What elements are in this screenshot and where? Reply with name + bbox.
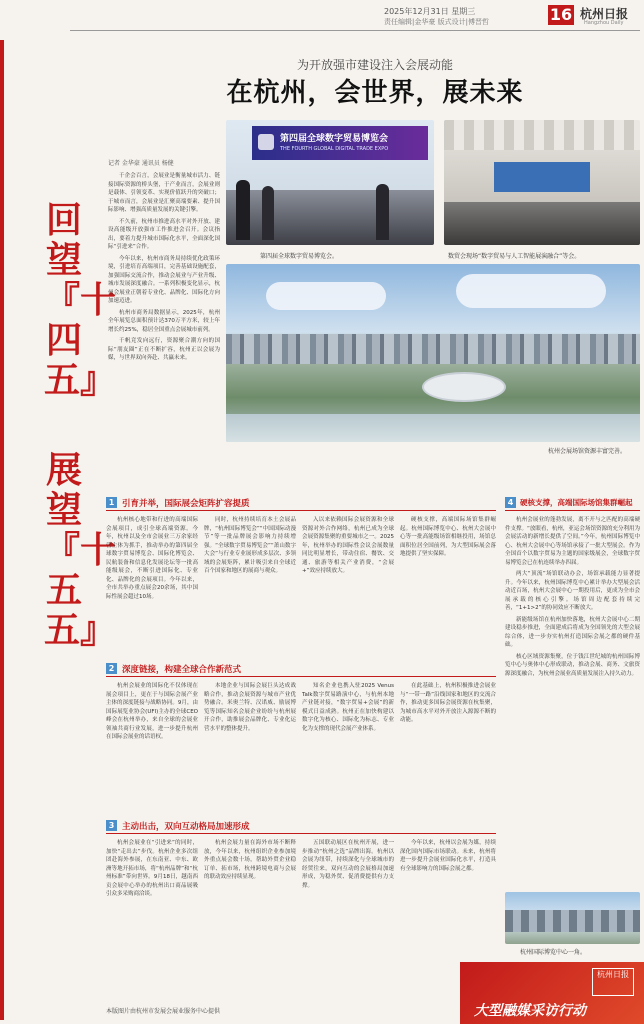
section-2-title: 深度链接，构建全球合作新范式 <box>122 665 242 675</box>
caption-aerial: 杭州会展场馆资源丰富完善。 <box>548 448 627 455</box>
masthead-date: 2025年12月31日 星期三 <box>384 7 476 16</box>
section-1-title: 引育并举，国际展会矩阵扩容提质 <box>122 499 250 509</box>
caption-small: 杭州国际博览中心一角。 <box>520 949 587 956</box>
section-1-col: 同时，杭州持续培育本土会展品牌，“杭州国际博览会”“中国国际动漫节”等一批品牌展会影响力持续增强。“全球数字贸易博览会”“萧山数字大会”与行业专业展形成多层次、多领域的会展矩阵，累计吸引来自全球近百个国家和地区的展商与观众。 <box>204 517 296 574</box>
article-byline: 记者 金华豪 通讯员 杨健 <box>108 160 174 167</box>
section-1-col: 杭州核心地带和行进的高端国际会展项目，成引全球高端资源。今年，杭州以及全市会展业三万余家经营主体为抓手，推动举办的第四届全球数字贸易博览会、国际化博览会、民航装备和信息化发展论坛等一批高能级展会，不断引进国际化、专业化、品牌化的会展项目。今年以来，全市共举办重点展会20余场，其中国际性展会超过10场。 <box>106 517 198 600</box>
masthead-logo-sub: Hangzhou Daily <box>584 20 624 26</box>
intro-column <box>108 172 220 363</box>
section-1-rule <box>106 510 496 511</box>
section-4-column <box>505 516 640 886</box>
footer-banner <box>460 962 644 1024</box>
hall-roof <box>444 120 640 150</box>
expo-person <box>262 186 274 240</box>
section-4-paragraph: 两大“顶流”场馆联动办会，场馆承载能力显著提升。今年以来，杭州国际博览中心累计举办大型展会活动近百场，杭州大会展中心一期投用后，更成为全市会展承载的核心引擎。场馆周边配套持续完善，“1+1>2”的协同效应不断放大。 <box>505 571 640 611</box>
article-kicker: 为开放强市建设注入会展动能 <box>296 58 453 72</box>
small-photo <box>505 892 640 944</box>
section-2-col: 在此基础上，杭州积极推进会展业与“一带一路”沿线国家和地区的交流合作，推动更多国际会展资源在杭集聚，为城市高水平对外开放注入源源不断的动能。 <box>400 683 496 723</box>
footer-seal: 杭州日报 <box>592 968 634 996</box>
section-4-number: 4 <box>505 497 516 508</box>
section-2-rule <box>106 676 496 677</box>
intro-paragraph: 不久前，杭州市推进高水平对外开放、建设高能级开放强市工作推进会召开。会议指出，要着力提升城市国际化水平，全面深化国际“引进来”合作。 <box>108 218 220 250</box>
section-3-col: 五国联动展区在杭州开展，进一步推动“杭州之选”品牌出海。杭州以会展为纽带，持续深化与全球城市的经贸往来，双向互动的会展格局加速形成，为稳外贸、促消费提供有力支撑。 <box>302 840 394 889</box>
side-title-line1: 回望『十四五』 <box>44 199 117 401</box>
expo-photo <box>226 120 434 245</box>
expo-crowd <box>226 190 434 245</box>
expo-banner-sub: THE FOURTH GLOBAL DIGITAL TRADE EXPO <box>280 146 389 152</box>
hall-crowd <box>444 202 640 245</box>
section-3-title: 主动出击，双向互动格局加速形成 <box>122 822 250 832</box>
aerial-skyline <box>226 334 640 364</box>
section-2-col: 杭州会展业的国际化不仅体现在展会项目上，更在于与国际会展产业主体的深度链接与战略协同。9月，由国际展览业协会(UFI)主办的全球CEO峰会在杭州举办，来自全球的会展业领袖共商行业发展，进一步提升杭州在国际会展业的话语权。 <box>106 683 198 740</box>
page-number: 16 <box>549 5 573 24</box>
section-1-number: 1 <box>106 497 117 508</box>
section-3-col: 今年以来，杭州以会展为媒，持续深化国内国际市场联动。未来，杭州将进一步提升会展业国际化水平，打造具有全球影响力的国际会展之都。 <box>400 840 496 872</box>
section-2-number: 2 <box>106 663 117 674</box>
section-1-col: 入以来依赖国际会展资源和全球资源对外合作网络，杭州已成为全球会展资源集聚的重要城市之一。2025年，杭州举办的国际性会议会展数量同比明显增长，带动住宿、餐饮、交通、旅游等相关产业消费，“会展+”效应持续放大。 <box>302 517 394 574</box>
section-4-paragraph: 核心区域资源集聚，位于钱江世纪城的杭州国际博览中心与奥体中心形成联动，推动会展、商务、文旅资源深度融合，为杭州会展业高质量发展注入持久动力。 <box>505 653 640 677</box>
aerial-cloud <box>456 274 606 308</box>
section-4-title: 硬核支撑，高端国际场馆集群崛起 <box>520 498 633 507</box>
section-3-col: 杭州会展业在“引进来”的同时，加快“走出去”步伐。杭州企业多次组团赴海外参展，在东南亚、中东、欧洲等地开拓市场，将“杭州品牌”和“杭州标准”带向世界。9月18日，越南西贡会展中心举办的杭州出口商品展吸引众多采购商洽谈。 <box>106 840 198 897</box>
river <box>226 414 640 442</box>
section-4-rule <box>505 510 640 511</box>
section-3-col: 杭州会展力量在海外市场不断释放，今年以来，杭州组织企业参加境外重点展会数十场，帮助外贸企业稳订单、拓市场，杭州跨境电商与会展的联动效应持续显现。 <box>204 840 296 880</box>
section-4-paragraph: 新能级场馆在杭州加快落地，杭州大会展中心二期建设稳步推进，全面建成后将成为全国领先的大型会展综合体，进一步夯实杭州打造国际会展之都的硬件基础。 <box>505 616 640 648</box>
masthead-rule <box>70 30 640 31</box>
expo-banner <box>252 126 428 160</box>
aerial-photo <box>226 264 640 442</box>
expo-person <box>236 180 250 240</box>
side-title-line2: 展望『十五五』 <box>44 449 117 651</box>
footer-brand: 大型融媒采访行动 <box>474 1002 586 1018</box>
expo-logo-icon <box>258 134 274 150</box>
intro-paragraph: 千帆竞发向远行，资源聚合潮方向的国际“朋友圈”正在不断扩容，杭州正以会展为媒，与世界双向奔赴、共赢未来。 <box>108 338 220 361</box>
article-headline: 在杭州，会世界，展未来 <box>226 77 524 107</box>
intro-paragraph: 千企会百言，会展业是衡量城市活力、链接国际资源的桥头堡，于产业而言，会展业则是载体、引领变革、实现价值跃升的突破口；于城市而言，会展业是汇聚高端要素、提升国际影响、增强高质量发展的关键引擎。 <box>108 173 220 213</box>
section-2-col: 知名企业也携入驻2025 Venus Talk数字贸易路演中心，与杭州本地产业链对接，“数字贸易+会展”的新模式日益成熟。杭州正在加快构建以数字化为核心、国际化为标志、专业化为支撑的现代会展产业体系。 <box>302 683 394 732</box>
section-3-rule <box>106 833 496 834</box>
caption-hall: 数贸会现场“数字贸易与人工智能展演融合”等会。 <box>448 253 581 260</box>
section-4-paragraph: 杭州会展业的蓬勃发展，离不开与之匹配的高端硬件支撑。“放眼看，杭州，亚运会场馆资源的充分利用为会展活动的新增长提供了空间。”今年，杭州国际博览中心、杭州大会展中心等场馆承接了一批大型展会。作为全国首个以数字贸易为主题的国家级展会，全球数字贸易博览会已在杭连续举办四届。 <box>505 517 640 566</box>
hall-screen <box>494 162 590 192</box>
caption-expo: 第四届全球数字贸易博览会。 <box>260 253 339 260</box>
footer-note: 本版图片由杭州市发展会展业服务中心提供 <box>106 1008 221 1015</box>
masthead-logo: 杭州日报 <box>580 7 629 21</box>
section-3-number: 3 <box>106 820 117 831</box>
small-photo-buildings <box>505 910 640 932</box>
side-red-bar <box>0 40 4 1020</box>
expo-banner-title: 第四届全球数字贸易博览会 <box>280 134 389 144</box>
expo-person <box>376 184 389 240</box>
section-1-col: 硬核支撑，高端国际场馆集群崛起。杭州国际博览中心、杭州大会展中心等一批高能级场馆相继投用，场馆总面积位居全国前列，为大型国际展会落地提供了坚实保障。 <box>400 517 496 557</box>
intro-paragraph: 杭州市商务局数据显示，2025年，杭州全年展览总面积预计达370万平方米，较上年增长约25%，稳居全国重点会展城市前列。 <box>108 309 220 333</box>
aerial-cloud <box>266 282 386 310</box>
stadium <box>422 372 506 402</box>
masthead-editors: 责任编辑|金华豪 版式设计|傅晋哲 <box>384 18 489 26</box>
hall-photo <box>444 120 640 245</box>
intro-paragraph: 今年以来，杭州市商务局持续优化政策环境，引进培育高端项目，完善基础设施配套，加强国际交流合作，推动会展业与产业升级、城市发展深度融合。一系列积极变化显示，杭州会展业正朝着专业化、品牌化、国际化方向加速迈进。 <box>108 255 220 304</box>
section-2-col: 本地企业与国际会展巨头达成战略合作，推动会展资源与城市产业优势融合。米奥兰特、汉诺威、励展博览等国际知名会展企业纷纷与杭州展开合作，助推展会品牌化、专业化运营水平的整体提升。 <box>204 683 296 732</box>
